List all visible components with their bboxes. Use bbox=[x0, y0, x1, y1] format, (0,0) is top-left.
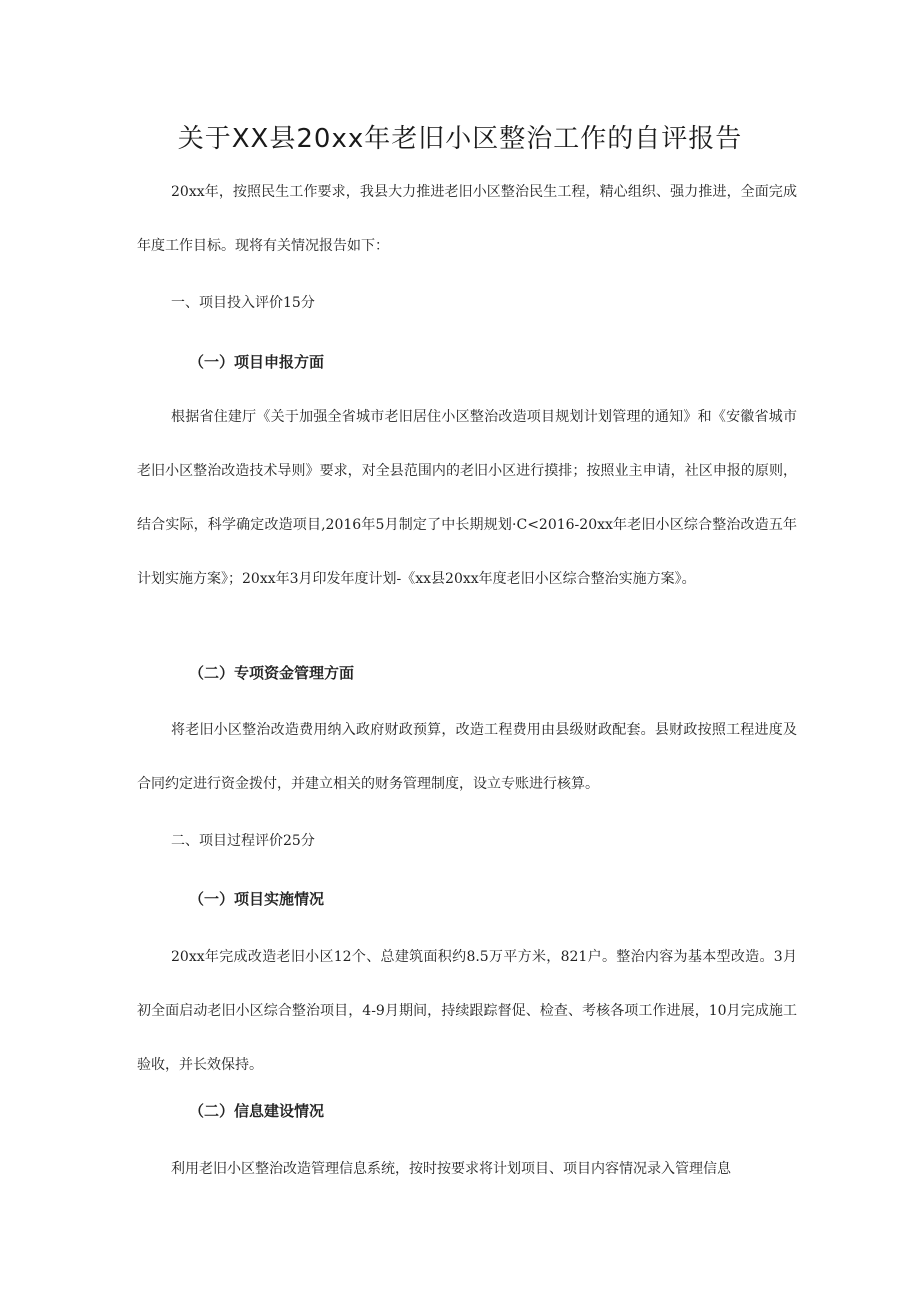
document-title: 关于XX县20xx年老旧小区整治工作的自评报告 bbox=[177, 124, 743, 154]
paragraph-fund-management: 将老旧小区整治改造费用纳入政府财政预算，改造工程费用由县级财政配套。县财政按照工程进度及合同约定进行资金拨付，并建立相关的财务管理制度，设立专账进行核算。 bbox=[137, 722, 797, 792]
subsection-heading-implementation: （一）项目实施情况 bbox=[189, 890, 325, 908]
section-heading-1: 一、项目投入评价15分 bbox=[171, 295, 315, 311]
paragraph-information-system: 利用老旧小区整治改造管理信息系统，按时按要求将计划项目、项目内容情况录入管理信息 bbox=[171, 1161, 731, 1177]
paragraph-project-application: 根据省住建厅《关于加强全省城市老旧居住小区整治改造项目规划计划管理的通知》和《安徽省城市老旧小区整治改造技术导则》要求，对全县范围内的老旧小区进行摸排；按照业主申请，社区申报的原则，结合实际，科学确定改造项目,2016年5月制定了中长期规划·C<2016-20xx年老旧小区综合整治改造五年计划实施方案》；20xx年3月印发年度计划-《xx县20xx年度老旧小区综合整治实施方案》。 bbox=[137, 409, 797, 587]
subsection-heading-fund-management: （二）专项资金管理方面 bbox=[189, 664, 355, 682]
section-heading-2: 二、项目过程评价25分 bbox=[171, 833, 315, 849]
paragraph-implementation: 20xx年完成改造老旧小区12个、总建筑面积约8.5万平方米，821户。整治内容为基本型改造。3月初全面启动老旧小区综合整治项目，4-9月期间，持续跟踪督促、检查、考核各项工作进展，10月完成施工验收，并长效保持。 bbox=[137, 949, 797, 1073]
subsection-heading-project-application: （一）项目申报方面 bbox=[189, 353, 325, 371]
subsection-heading-information-system: （二）信息建设情况 bbox=[189, 1102, 325, 1120]
intro-paragraph: 20xx年，按照民生工作要求，我县大力推进老旧小区整治民生工程，精心组织、强力推进，全面完成年度工作目标。现将有关情况报告如下： bbox=[137, 184, 797, 254]
